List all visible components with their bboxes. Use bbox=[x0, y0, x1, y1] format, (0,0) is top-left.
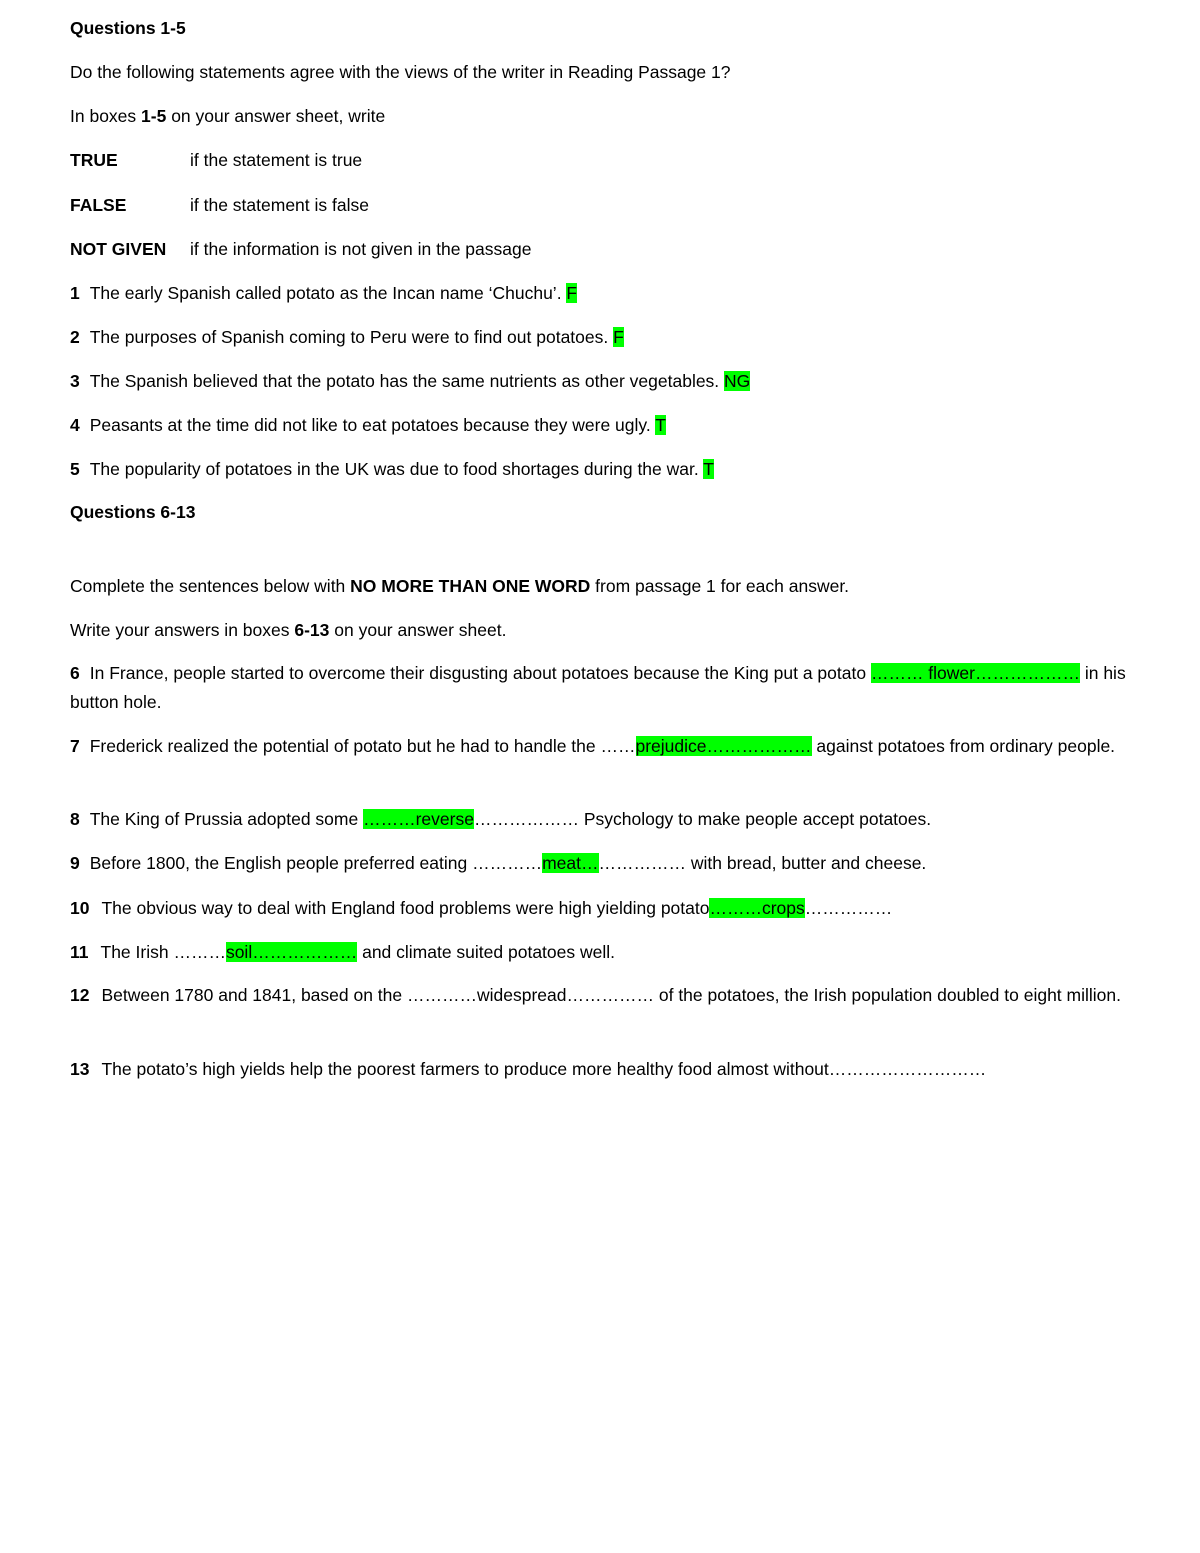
question-7 bbox=[70, 732, 1130, 761]
key-term: NOT GIVEN bbox=[70, 239, 167, 259]
question-text: Between 1780 and 1841, based on the …………widespread…………… of the potatoes, the Irish population doubled to eight million. bbox=[101, 985, 1121, 1005]
key-meaning: if the statement is true bbox=[190, 150, 363, 170]
question-number: 6 bbox=[70, 663, 80, 683]
question-number: 2 bbox=[70, 327, 80, 347]
question-number: 10 bbox=[70, 898, 90, 918]
question-text: The Spanish believed that the potato has the same nutrients as other vegetables. bbox=[89, 371, 725, 391]
answer-highlight: ………crops bbox=[709, 898, 805, 918]
section2-instruction bbox=[70, 575, 849, 597]
question-8 bbox=[70, 808, 931, 830]
answer-highlight: ………reverse bbox=[363, 809, 474, 829]
question-number: 1 bbox=[70, 283, 80, 303]
write-pre: Write your answers in boxes bbox=[70, 620, 295, 640]
question-text-post: ……………… Psychology to make people accept potatoes. bbox=[473, 809, 932, 829]
answer-highlight: meat… bbox=[542, 853, 599, 873]
answer-highlight: T bbox=[703, 459, 714, 479]
question-text-post: …………… bbox=[804, 898, 893, 918]
answer-highlight: prejudice……………… bbox=[635, 736, 812, 756]
section1-instruction: Do the following statements agree with the views of the writer in Reading Passage 1? bbox=[70, 62, 731, 82]
question-text-post: in his button hole. bbox=[70, 663, 1126, 712]
key-term: FALSE bbox=[70, 195, 127, 215]
question-12 bbox=[70, 981, 1130, 1010]
question-number: 7 bbox=[70, 736, 80, 756]
question-13 bbox=[70, 1058, 986, 1080]
question-1 bbox=[70, 282, 577, 304]
question-number: 8 bbox=[70, 809, 80, 829]
question-text: The purposes of Spanish coming to Peru were to find out potatoes. bbox=[89, 327, 614, 347]
question-text-post: …………… with bread, butter and cheese. bbox=[598, 853, 927, 873]
question-text-pre: Before 1800, the English people preferred eating ………… bbox=[89, 853, 543, 873]
answer-highlight: T bbox=[655, 415, 666, 435]
question-3 bbox=[70, 370, 750, 392]
write-range: 6-13 bbox=[294, 620, 330, 640]
boxes-range: 1-5 bbox=[141, 106, 167, 126]
instruction-bold: NO MORE THAN ONE WORD bbox=[350, 576, 591, 596]
question-number: 9 bbox=[70, 853, 80, 873]
question-text-pre: The Irish ……… bbox=[100, 942, 226, 962]
question-number: 5 bbox=[70, 459, 80, 479]
section1-boxes-line bbox=[70, 105, 385, 127]
question-text-post: and climate suited potatoes well. bbox=[357, 942, 616, 962]
key-meaning: if the information is not given in the passage bbox=[190, 239, 532, 259]
key-row-true bbox=[70, 149, 362, 171]
answer-highlight: ……… flower……………… bbox=[870, 663, 1080, 683]
answer-highlight: soil……………… bbox=[225, 942, 358, 962]
answer-highlight: F bbox=[566, 283, 578, 303]
answer-highlight: NG bbox=[724, 371, 751, 391]
boxes-text-post: on your answer sheet, write bbox=[166, 106, 386, 126]
question-text: The potato’s high yields help the poorest farmers to produce more healthy food almost without……………………… bbox=[101, 1059, 987, 1079]
question-11 bbox=[70, 941, 615, 963]
question-text-pre: The obvious way to deal with England food problems were high yielding potato bbox=[101, 898, 710, 918]
section2-write-line bbox=[70, 619, 506, 641]
key-term: TRUE bbox=[70, 150, 118, 170]
question-text-pre: Frederick realized the potential of potato but he had to handle the …… bbox=[89, 736, 636, 756]
section1-heading: Questions 1-5 bbox=[70, 18, 186, 38]
question-text-post: against potatoes from ordinary people. bbox=[811, 736, 1116, 756]
question-6 bbox=[70, 659, 1130, 717]
question-text-pre: In France, people started to overcome their disgusting about potatoes because the King put a potato bbox=[89, 663, 871, 683]
key-meaning: if the statement is false bbox=[190, 195, 369, 215]
question-text: The popularity of potatoes in the UK was due to food shortages during the war. bbox=[89, 459, 704, 479]
question-number: 13 bbox=[70, 1059, 90, 1079]
question-2 bbox=[70, 326, 624, 348]
question-10 bbox=[70, 897, 892, 919]
question-number: 3 bbox=[70, 371, 80, 391]
boxes-text-pre: In boxes bbox=[70, 106, 142, 126]
instruction-pre: Complete the sentences below with bbox=[70, 576, 351, 596]
question-number: 12 bbox=[70, 985, 90, 1005]
question-text: The early Spanish called potato as the Incan name ‘Chuchu’. bbox=[89, 283, 567, 303]
question-number: 11 bbox=[70, 942, 89, 962]
question-9 bbox=[70, 852, 926, 874]
answer-highlight: F bbox=[613, 327, 624, 347]
key-row-not-given bbox=[70, 238, 531, 260]
question-text-pre: The King of Prussia adopted some bbox=[89, 809, 364, 829]
question-text: Peasants at the time did not like to eat potatoes because they were ugly. bbox=[89, 415, 656, 435]
question-4 bbox=[70, 414, 666, 436]
section2-heading: Questions 6-13 bbox=[70, 502, 196, 522]
key-row-false bbox=[70, 194, 369, 216]
question-number: 4 bbox=[70, 415, 80, 435]
write-post: on your answer sheet. bbox=[329, 620, 507, 640]
question-5 bbox=[70, 458, 714, 480]
instruction-post: from passage 1 for each answer. bbox=[590, 576, 850, 596]
